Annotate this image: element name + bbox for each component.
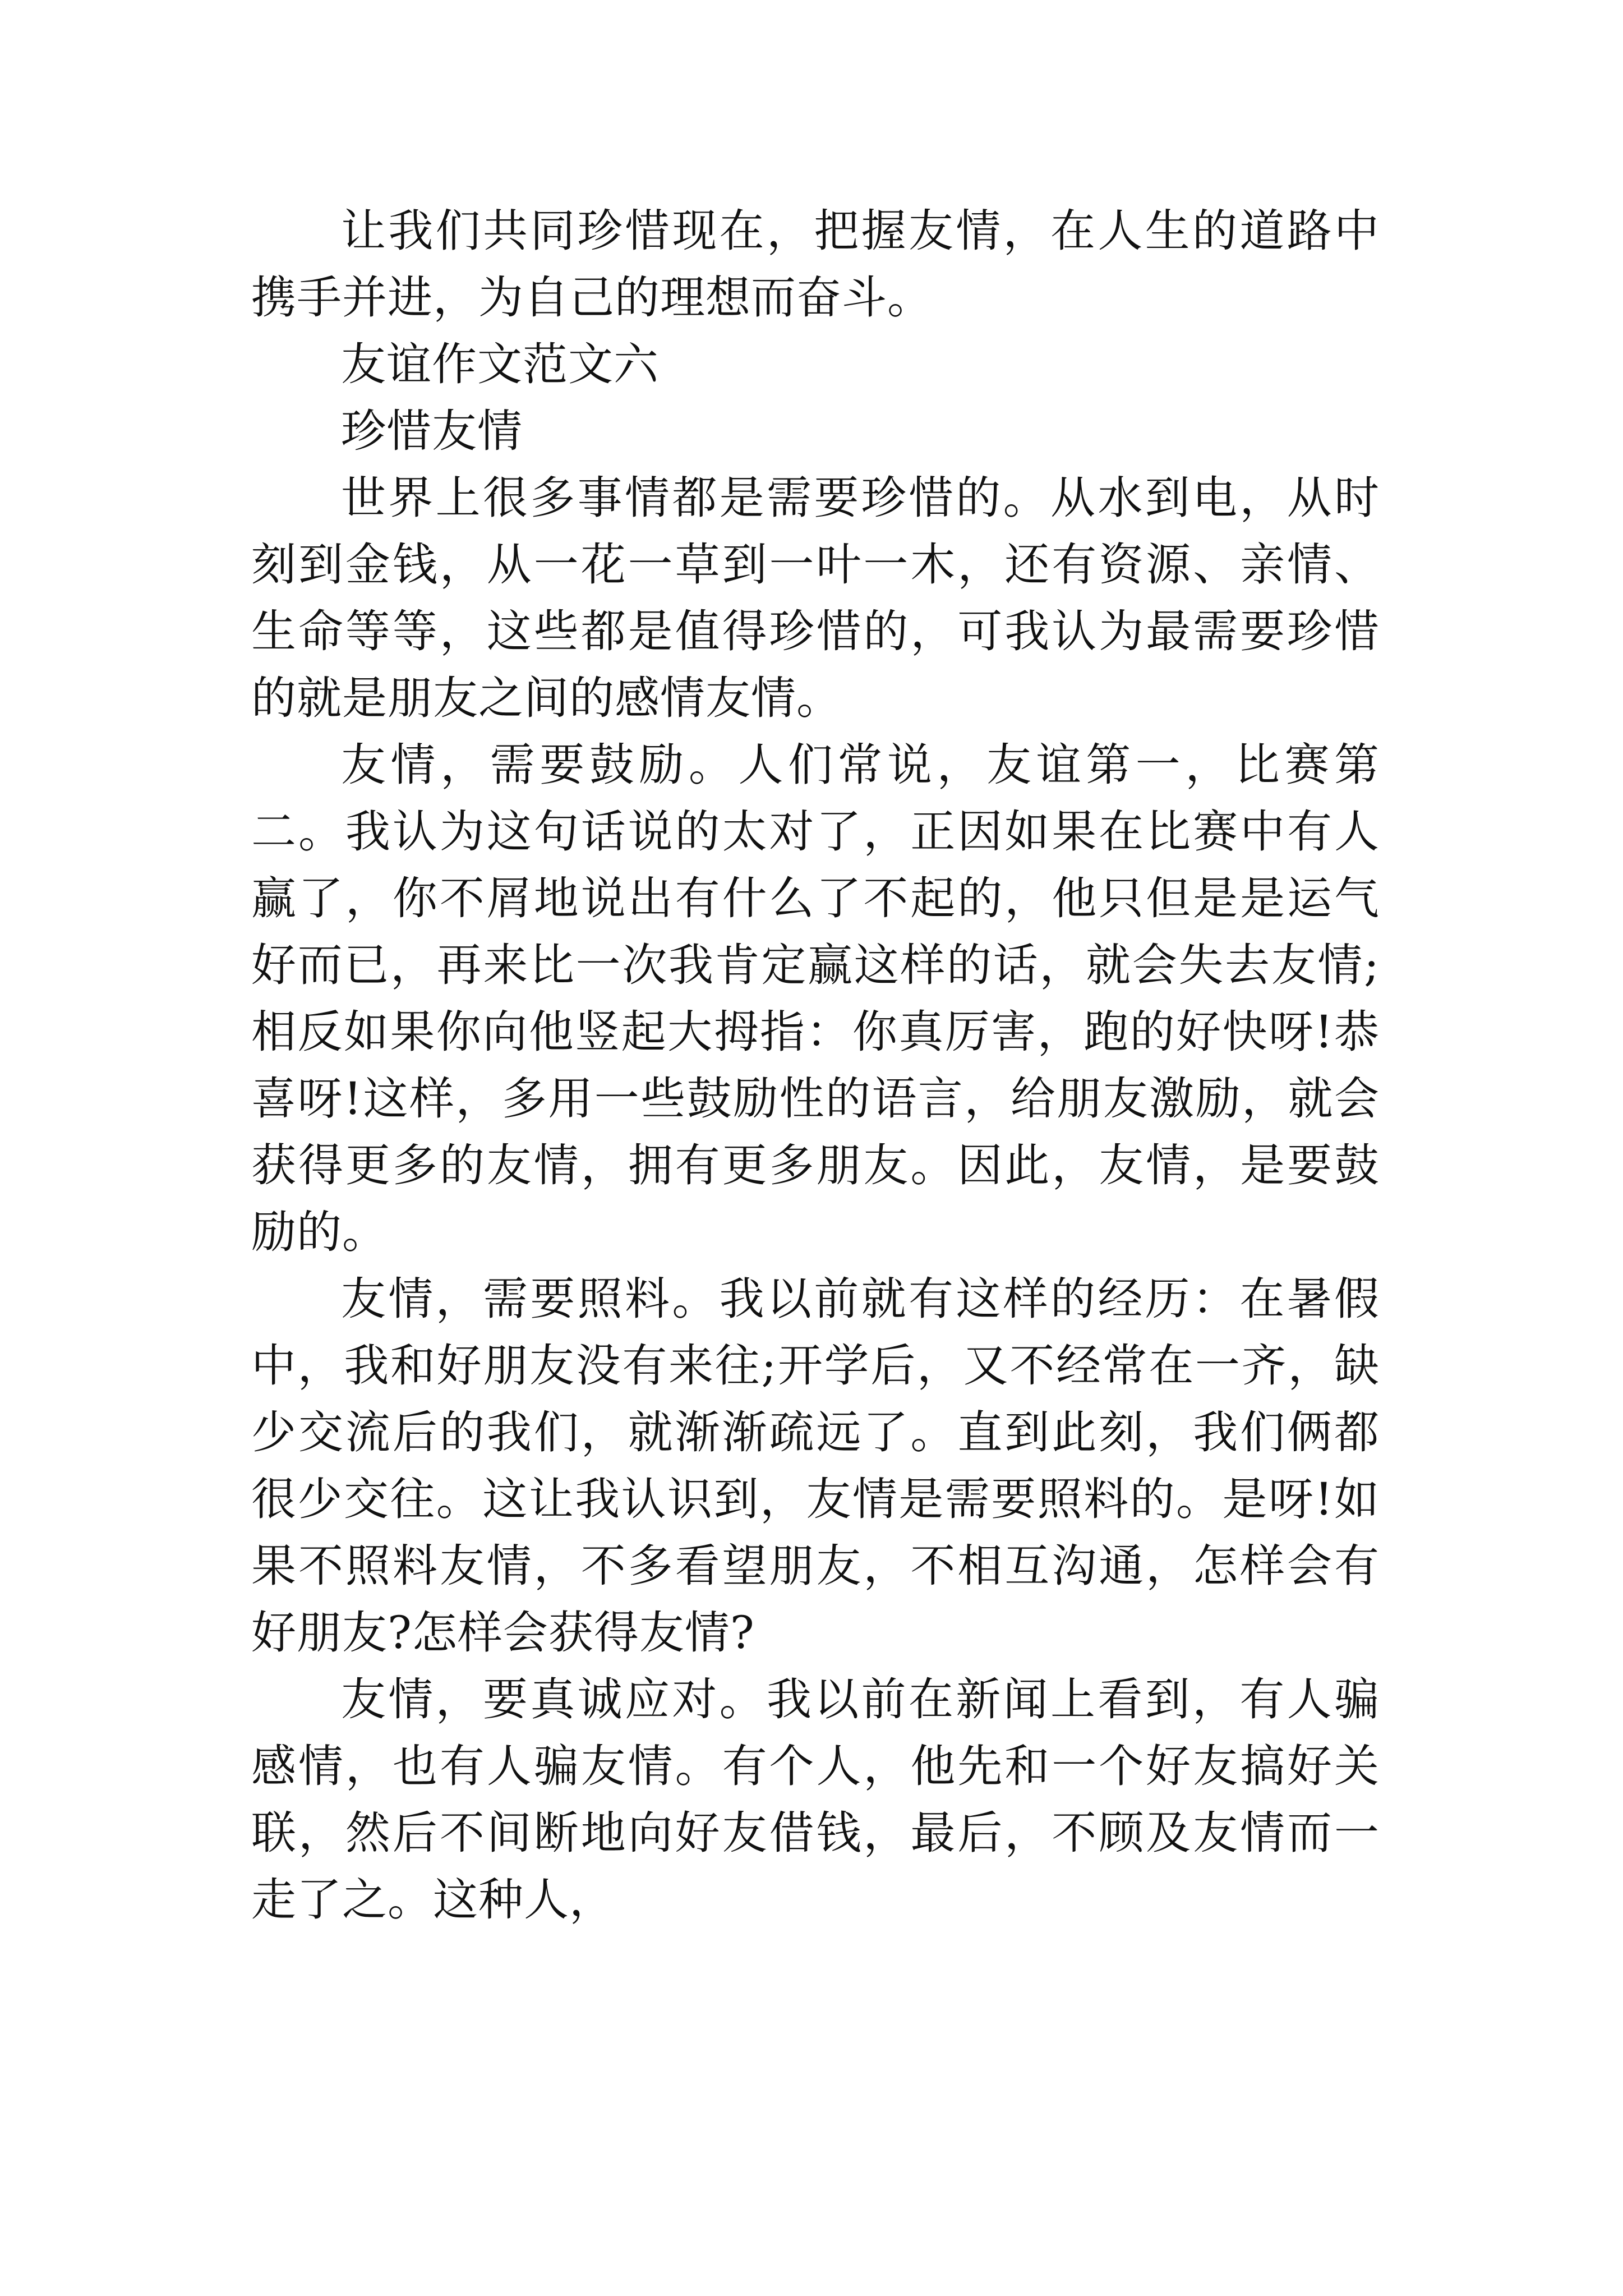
paragraph-care: 友情，需要照料。我以前就有这样的经历：在暑假中，我和好朋友没有来往;开学后，又不经常在一齐，缺少交流后的我们，就渐渐疏远了。直到此刻，我们俩都很少交往。这让我认识到，友情是需要照料的。是呀!如果不照料友情，不多看望朋友，不相互沟通，怎样会有好朋友?怎样会获得友情?: [251, 1273, 1380, 1659]
paragraph-sincerity: 友情，要真诚应对。我以前在新闻上看到，有人骗感情，也有人骗友情。有个人，他先和一个好友搞好关联，然后不间断地向好友借钱，最后，不顾及友情而一走了之。这种人，: [251, 1673, 1380, 1926]
paragraph-encouragement: 友情，需要鼓励。人们常说，友谊第一，比赛第二。我认为这句话说的太对了，正因如果在比赛中有人赢了，你不屑地说出有什么了不起的，他只但是是运气好而已，再来比一次我肯定赢这样的话，就会失去友情;相反如果你向他竖起大拇指：你真厉害，跑的好快呀!恭喜呀!这样，多用一些鼓励性的语言，给朋友激励，就会获得更多的友情，拥有更多朋友。因此，友情，是要鼓励的。: [251, 739, 1380, 1258]
essay-series-title: 友谊作文范文六: [341, 338, 659, 390]
paragraph-closing: 让我们共同珍惜现在，把握友情，在人生的道路中携手并进，为自己的理想而奋斗。: [251, 205, 1380, 324]
essay-title: 珍惜友情: [341, 405, 523, 457]
document-body: [251, 197, 1380, 1933]
paragraph-intro: 世界上很多事情都是需要珍惜的。从水到电，从时刻到金钱，从一花一草到一叶一木，还有资源、亲情、生命等等，这些都是值得珍惜的，可我认为最需要珍惜的就是朋友之间的感情友情。: [251, 472, 1380, 724]
